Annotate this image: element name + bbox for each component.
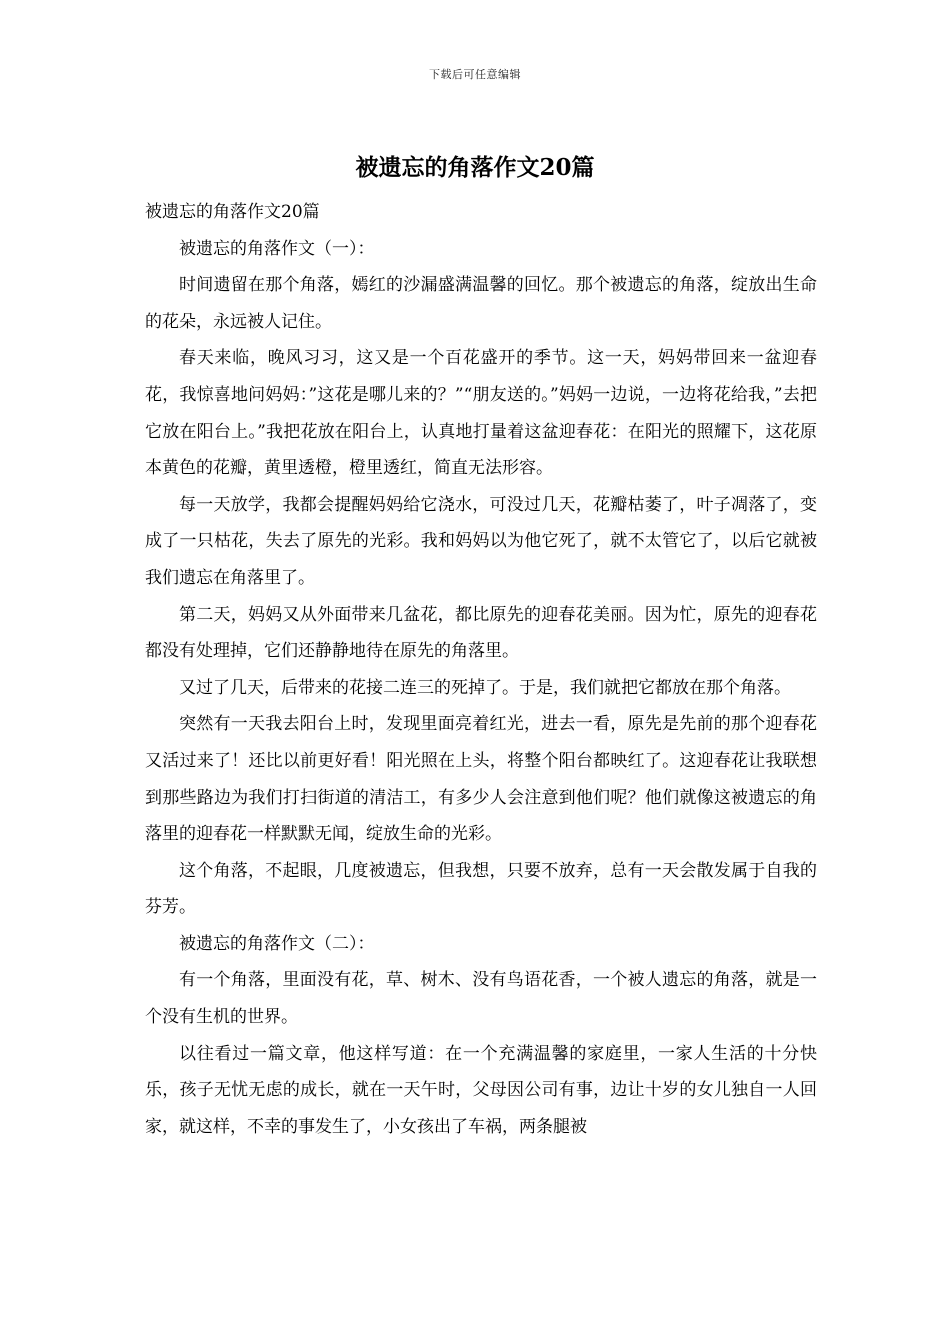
paragraph: 突然有一天我去阳台上时，发现里面亮着红光，进去一看，原先是先前的那个迎春花又活过来了！还比以前更好看！阳光照在上头，将整个阳台都映红了。这迎春花让我联想到那些路边为我们打扫街道的清洁工，有多少人会注意到他们呢？他们就像这被遗忘的角落里的迎春花一样默默无闻，绽放生命的光彩。 bbox=[145, 714, 817, 845]
paragraph: 又过了几天，后带来的花接二连三的死掉了。于是，我们就把它都放在那个角落。 bbox=[179, 677, 791, 698]
header-note: 下载后可任意编辑 bbox=[429, 68, 521, 81]
section-heading-1: 被遗忘的角落作文（一）： bbox=[179, 238, 375, 259]
paragraph: 以往看过一篇文章，他这样写道：在一个充满温馨的家庭里，一家人生活的十分快乐，孩子无忧无虑的成长，就在一天午时，父母因公司有事，边让十岁的女儿独自一人回家，就这样，不幸的事发生了，小女孩出了车祸，两条腿被 bbox=[145, 1043, 817, 1137]
paragraph: 第二天，妈妈又从外面带来几盆花，都比原先的迎春花美丽。因为忙，原先的迎春花都没有处理掉，它们还静静地待在原先的角落里。 bbox=[145, 604, 817, 662]
paragraph-subtitle: 被遗忘的角落作文20篇 bbox=[145, 202, 320, 222]
paragraph: 每一天放学，我都会提醒妈妈给它浇水，可没过几天，花瓣枯萎了，叶子凋落了，变成了一只枯花，失去了原先的光彩。我和妈妈以为他它死了，就不太管它了，以后它就被我们遗忘在角落里了。 bbox=[145, 494, 817, 588]
section-heading-2: 被遗忘的角落作文（二）： bbox=[179, 933, 375, 954]
paragraph: 有一个角落，里面没有花，草、树木、没有鸟语花香，一个被人遗忘的角落，就是一个没有生机的世界。 bbox=[145, 970, 817, 1028]
paragraph: 春天来临，晚风习习，这又是一个百花盛开的季节。这一天，妈妈带回来一盆迎春花，我惊喜地问妈妈：”这花是哪儿来的？”“朋友送的。”妈妈一边说，一边将花给我，”去把它放在阳台上。”我把花放在阳台上，认真地打量着这盆迎春花：在阳光的照耀下，这花原本黄色的花瓣，黄里透橙，橙里透红，简直无法形容。 bbox=[145, 348, 817, 479]
document-title: 被遗忘的角落作文20篇 bbox=[355, 154, 595, 181]
paragraph: 这个角落，不起眼，几度被遗忘，但我想，只要不放弃，总有一天会散发属于自我的芬芳。 bbox=[145, 860, 817, 918]
paragraph: 时间遗留在那个角落，嫣红的沙漏盛满温馨的回忆。那个被遗忘的角落，绽放出生命的花朵，永远被人记住。 bbox=[145, 275, 817, 332]
document-body bbox=[145, 194, 817, 1145]
